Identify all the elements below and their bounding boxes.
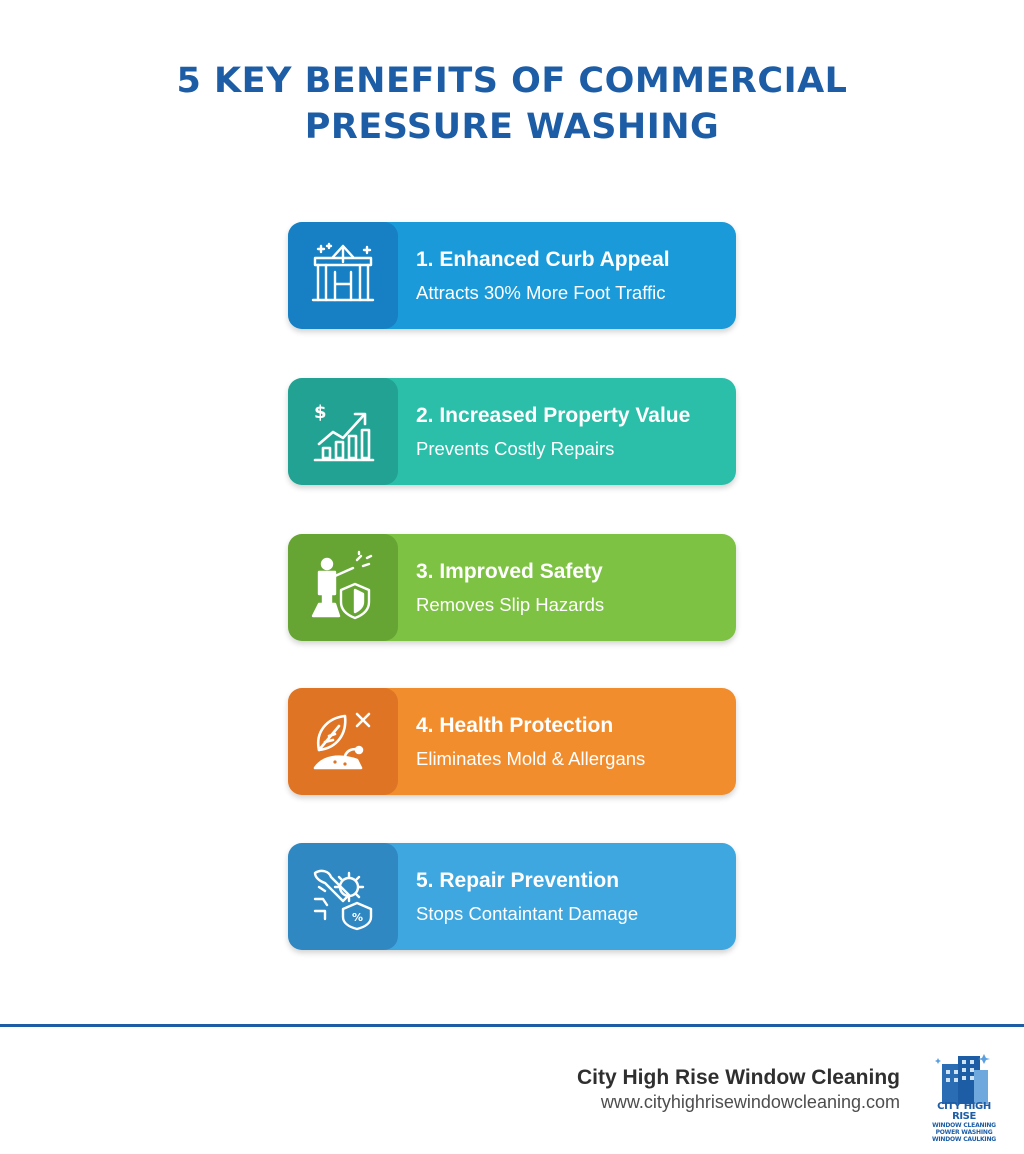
benefit-card-health — [288, 688, 736, 795]
benefit-card-repair-prevention — [288, 843, 736, 950]
logo-line-4: WINDOW CAULKING — [931, 1136, 997, 1143]
company-logo — [928, 1050, 1000, 1143]
benefit-icon-box — [288, 534, 398, 641]
benefit-card-curb-appeal — [288, 222, 736, 329]
logo-text — [928, 1102, 1000, 1143]
logo-line-1: CITY HIGH RISE — [937, 1101, 991, 1122]
benefit-subtext: Eliminates Mold & Allergans — [416, 748, 646, 769]
company-url: www.cityhighrisewindowcleaning.com — [600, 1092, 900, 1112]
svg-text:$: $ — [314, 401, 327, 423]
benefit-heading: 2. Increased Property Value — [416, 404, 691, 427]
benefit-heading: 3. Improved Safety — [416, 560, 603, 583]
benefit-subtext: Attracts 30% More Foot Traffic — [416, 282, 666, 303]
benefit-subtext: Prevents Costly Repairs — [416, 438, 615, 459]
benefit-card-property-value — [288, 378, 736, 485]
leaf-mold-icon — [305, 704, 381, 780]
logo-line-2: WINDOW CLEANING — [932, 1122, 996, 1129]
benefit-icon-box — [288, 688, 398, 795]
benefit-icon-box — [288, 843, 398, 950]
benefit-card-safety — [288, 534, 736, 641]
benefit-heading: 4. Health Protection — [416, 714, 614, 737]
gear-wrench-shield-icon — [305, 859, 381, 935]
title-line-1: 5 KEY BENEFITS OF COMMERCIAL — [176, 61, 848, 101]
safety-worker-icon — [305, 550, 381, 626]
footer-divider — [0, 1024, 1024, 1027]
svg-text:%: % — [352, 910, 364, 924]
logo-line-3: POWER WASHING — [935, 1129, 993, 1136]
benefit-heading: 5. Repair Prevention — [416, 869, 620, 892]
benefit-subtext: Stops Containtant Damage — [416, 903, 639, 924]
storefront-icon — [305, 238, 381, 314]
benefit-subtext: Removes Slip Hazards — [416, 594, 605, 615]
page-title — [0, 58, 1024, 150]
benefit-icon-box — [288, 222, 398, 329]
title-line-2: PRESSURE WASHING — [304, 107, 720, 147]
benefit-icon-box — [288, 378, 398, 485]
company-name: City High Rise Window Cleaning — [577, 1066, 900, 1089]
benefit-heading: 1. Enhanced Curb Appeal — [416, 248, 670, 271]
growth-chart-icon — [305, 394, 381, 470]
